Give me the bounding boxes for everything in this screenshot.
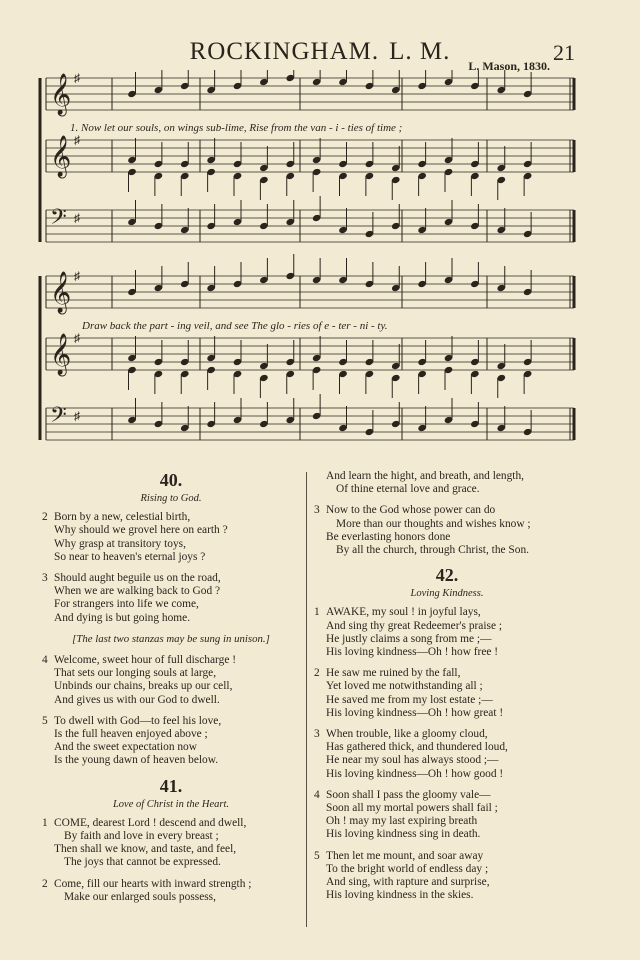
bass-clef: 𝄢 [50,403,67,433]
stanza-line: Has gathered thick, and thundered loud, [326,741,508,754]
stanza-line: For strangers into life we come, [54,598,199,611]
page-number: 21 [553,40,575,65]
stanza-number: 2 [42,877,48,890]
stanza-number: 3 [314,728,320,741]
stanza-line: Come, fill our hearts with inward strength ; [54,877,252,890]
music-score [32,70,592,460]
stanza-line: Soon all my mortal powers shall fail ; [326,802,498,815]
right-column [312,470,582,910]
stanza-line: He near my soul has always stood ;— [326,754,499,767]
stanza-line: So near to heaven's eternal joys ? [54,550,206,563]
hymn-42-stanza-3 [312,728,582,781]
key-sharp: ♯ [74,71,80,85]
stanza-line: That sets our longing souls at large, [54,667,217,680]
hymn-40-stanza-4 [40,654,302,707]
stanza-line: COME, dearest Lord ! descend and dwell, [54,816,247,829]
composer-credit: L. Mason, 1830. [468,59,550,73]
stanza-line: Be everlasting honors done [326,530,451,543]
stanza-number: 5 [42,714,48,727]
stanza-line: His loving kindness—Oh ! how great ! [326,706,504,719]
hymn-40-stanza-5 [40,715,302,768]
stanza-line: And sing thy great Redeemer's praise ; [326,619,503,632]
stanza-line: And sing, with rapture and surprise, [326,876,490,889]
stanza-line: Unbinds our chains, breaks up our cell, [54,680,233,693]
hymn-subtitle-40: Rising to God. [140,493,202,504]
stanza-line: And the sweet expectation now [54,741,197,754]
stanza-line: To the bright world of endless day ; [326,862,489,875]
stanza-line: Now to the God whose power can do [326,504,496,517]
stanza-line: AWAKE, my soul ! in joyful lays, [326,606,481,619]
stanza-line: He saw me ruined by the fall, [326,667,461,680]
key-sharp: ♯ [74,133,80,147]
lyric-line-2: Draw back the part - ing veil, and see The glo - ries of e - ter - ni - ty. [82,320,388,332]
stanza-line: Make our enlarged souls possess, [64,890,216,903]
stanza-line: The joys that cannot be expressed. [64,856,221,869]
hymn-41-stanza-3 [312,504,582,557]
stanza-line: When trouble, like a gloomy cloud, [326,728,488,741]
stanza-line: Why should we grovel here on earth ? [54,524,228,537]
treble-clef: 𝄞 [50,136,72,177]
left-column [40,470,302,912]
hymn-40-stanza-2 [40,511,302,564]
hymn-40-note: [The last two stanzas may be sung in unison.] [72,632,270,645]
hymn-42-stanza-1 [312,606,582,659]
hymn-number-41: 41. [159,775,183,796]
stanza-line: And learn the hight, and breath, and length, [326,470,525,482]
stanza-number: 4 [42,654,48,667]
stanza-line: By all the church, through Christ, the Son. [336,544,529,557]
stanza-line: Should aught beguile us on the road, [54,572,221,585]
hymn-42-stanza-4 [312,789,582,842]
stanza-line: His loving kindness—Oh ! how good ! [326,767,504,780]
stanza-line: Is the full heaven enjoyed above ; [54,728,208,741]
stanza-line: Soon shall I pass the gloomy vale— [326,788,491,801]
stanza-line: Then let me mount, and soar away [326,849,484,862]
hymn-42-stanza-2 [312,667,582,720]
stanza-line: By faith and love in every breast ; [64,830,219,843]
key-sharp: ♯ [74,331,80,345]
stanza-number: 1 [314,606,320,619]
key-sharp: ♯ [74,269,80,283]
tune-name: ROCKINGHAM. [189,38,380,65]
key-sharp: ♯ [74,409,80,423]
stanza-line: Welcome, sweet hour of full discharge ! [54,654,237,667]
stanza-line: To dwell with God—to feel his love, [54,714,222,727]
hymn-subtitle-41: Love of Christ in the Heart. [112,798,230,810]
bass-clef: 𝄢 [50,205,67,235]
stanza-number: 1 [42,816,48,829]
stanza-line: His loving kindness sing in death. [326,828,481,841]
stanza-line: He saved me from my lost estate ;— [326,693,493,706]
hymn-subtitle-42: Loving Kindness. [410,588,484,600]
stanza-number: 4 [314,788,320,801]
stanza-line: More than our thoughts and wishes know ; [336,517,531,530]
hymn-40-stanza-3 [40,572,302,625]
column-divider [306,472,307,927]
stanza-line: Born by a new, celestial birth, [54,511,191,524]
treble-clef: 𝄞 [50,74,72,115]
stanza-number: 5 [314,849,320,862]
stanza-number: 2 [314,667,320,680]
stanza-number: 3 [42,572,48,585]
stanza-line: He justly claims a song from me ;— [326,632,492,645]
stanza-line: Why grasp at transitory toys, [54,537,186,550]
stanza-line: Is the young dawn of heaven below. [54,754,219,767]
hymn-41-stanza-2 [40,878,302,904]
hymn-number-42: 42. [435,565,459,586]
stanza-line: Oh ! may my last expiring breath [326,815,478,828]
stanza-line: And dying is but going home. [54,611,191,624]
stanza-number: 3 [314,504,320,517]
tune-meter: L. M. [389,38,451,65]
stanza-line: And gives us with our God to dwell. [54,693,220,706]
lyric-line-1: 1. Now let our souls, on wings sub-lime, Rise from the van - i - ties of time ; [70,122,403,134]
stanza-line: His loving kindness—Oh ! how free ! [326,646,499,659]
stanza-line: When we are walking back to God ? [54,585,221,598]
hymn-number-40: 40. [159,470,183,490]
hymn-41-stanza-1 [40,817,302,870]
treble-clef: 𝄞 [50,334,72,375]
treble-clef: 𝄞 [50,272,72,313]
hymn-42-stanza-5 [312,850,582,903]
stanza-line: Then shall we know, and taste, and feel, [54,843,237,856]
stanza-line: Of thine eternal love and grace. [336,483,480,496]
key-sharp: ♯ [74,211,80,225]
stanza-line: Yet loved me notwithstanding all ; [326,680,483,693]
stanza-line: His loving kindness in the skies. [326,889,474,902]
stanza-number: 2 [42,511,48,524]
hymn-41-stanza-2-continued [312,470,582,496]
